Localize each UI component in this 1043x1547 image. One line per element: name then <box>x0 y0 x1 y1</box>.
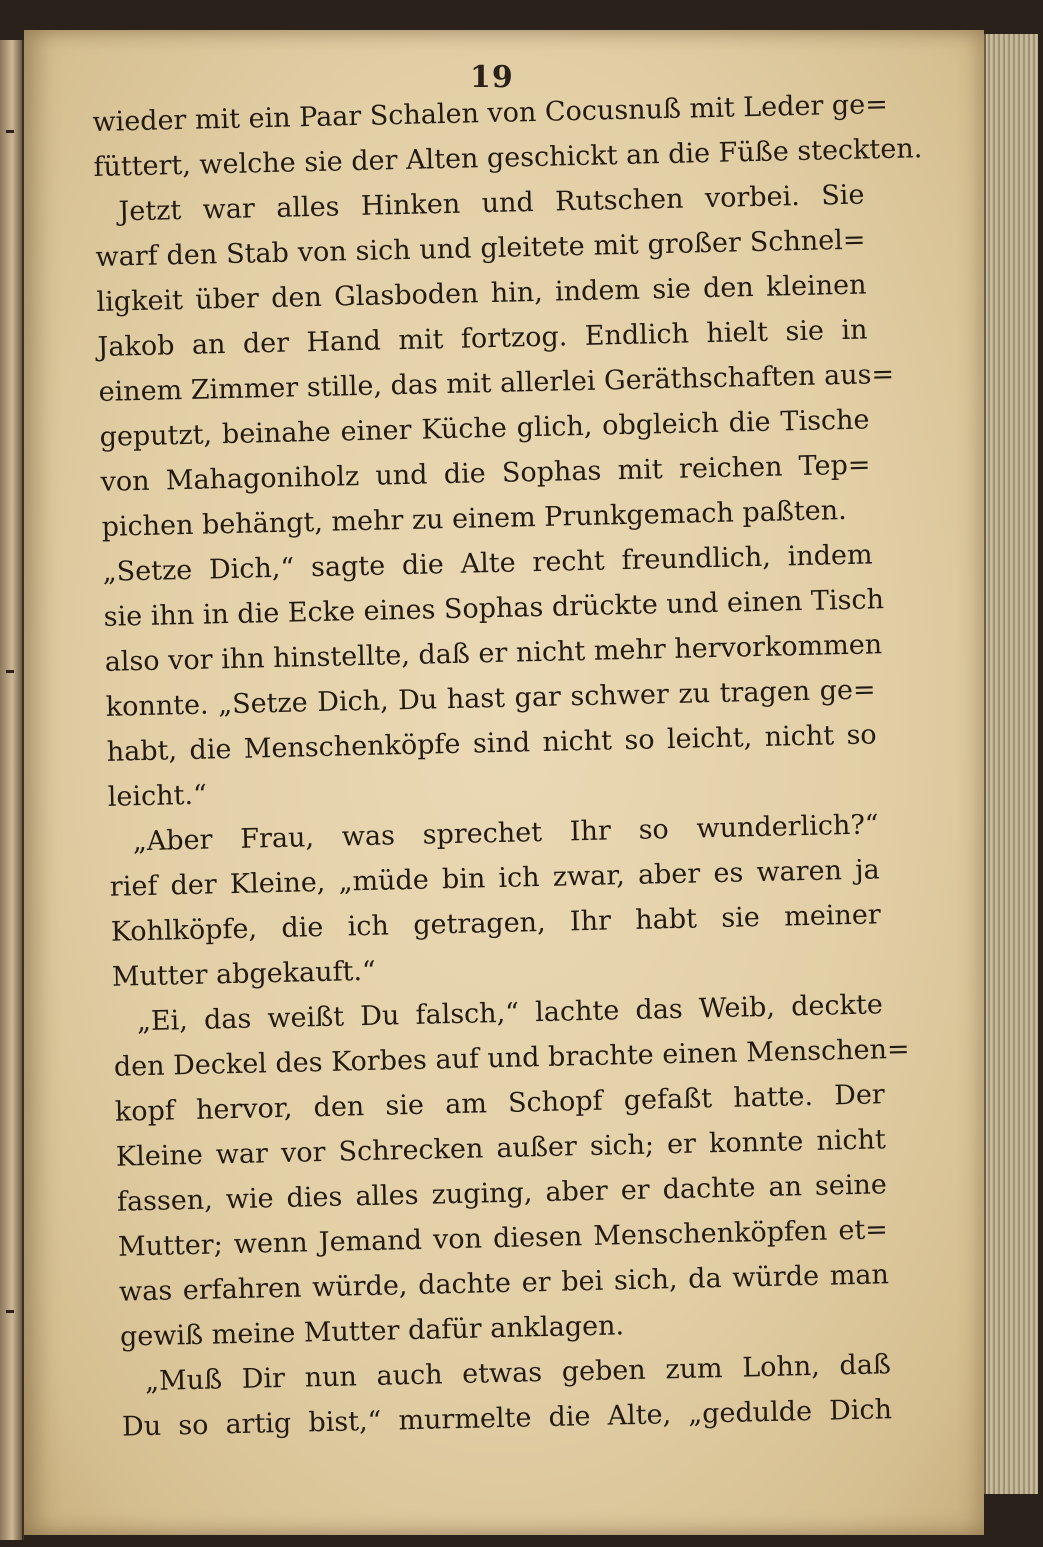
text-line: warf den Stab von sich und gleitete mit großer Schnel= <box>95 224 866 273</box>
text-line: sie ihn in die Ecke eines Sophas drückte und einen Tisch <box>103 584 885 633</box>
text-line: geputzt, beinahe einer Küche glich, obgleich die Tische <box>99 404 870 453</box>
text-line: Kohlköpfe, die ich getragen, Ihr habt sie meiner <box>110 899 882 948</box>
margin-mark <box>6 1310 14 1313</box>
page-stack-edges <box>984 34 1038 1494</box>
text-line: „Ei, das weißt Du falsch,“ lachte das Weib, deckte <box>136 989 884 1038</box>
text-line: wieder mit ein Paar Schalen von Cocusnuß mit Leder ge= <box>92 88 889 138</box>
text-line: also vor ihn hinstellte, daß er nicht mehr hervorkommen <box>104 629 883 678</box>
text-line: Jakob an der Hand mit fortzog. Endlich hielt sie in <box>97 314 868 363</box>
text-line: kopf hervor, den sie am Schopf gefaßt hatte. Der <box>114 1079 886 1128</box>
text-line: den Deckel des Korbes auf und brachte einen Menschen= <box>113 1033 910 1083</box>
text-line: rief der Kleine, „müde bin ich zwar, aber es waren ja <box>109 854 881 903</box>
text-line: von Mahagoniholz und die Sophas mit reichen Tep= <box>100 449 871 498</box>
text-line: Kleine war vor Schrecken außer sich; er konnte nicht <box>115 1124 887 1173</box>
text-line: konnte. „Setze Dich, Du hast gar schwer zu tragen ge= <box>105 674 876 723</box>
adjacent-page-edge <box>0 40 24 1540</box>
text-line: Mutter; wenn Jemand von diesen Menschenköpfen et= <box>117 1214 889 1263</box>
body-text <box>92 83 923 1450</box>
text-line: gewiß meine Mutter dafür anklagen. <box>119 1310 625 1353</box>
text-line: was erfahren würde, dachte er bei sich, da würde man <box>118 1259 890 1308</box>
text-line: pichen behängt, mehr zu einem Prunkgemach paßten. <box>101 494 847 543</box>
text-line: „Muß Dir nun auch etwas geben zum Lohn, daß <box>144 1349 892 1398</box>
text-line: Jetzt war alles Hinken und Rutschen vorbei. Sie <box>118 179 865 228</box>
text-line: Du so artig bist,“ murmelte die Alte, „gedulde Dich <box>121 1394 893 1443</box>
text-line: „Setze Dich,“ sagte die Alte recht freundlich, indem <box>102 539 873 588</box>
text-line: ligkeit über den Glasboden hin, indem sie den kleinen <box>96 269 867 318</box>
margin-mark <box>6 670 14 673</box>
text-line: füttert, welche sie der Alten geschickt an die Füße steckten. <box>93 133 923 183</box>
margin-mark <box>6 130 14 133</box>
text-line: fassen, wie dies alles zuging, aber er dachte an seine <box>116 1169 888 1218</box>
page-number: 19 <box>470 60 514 95</box>
text-line: habt, die Menschenköpfe sind nicht so leicht, nicht so <box>106 719 877 768</box>
text-line: „Aber Frau, was sprechet Ihr so wunderlich?“ <box>132 809 879 858</box>
text-line: leicht.“ <box>107 779 208 813</box>
text-line: Mutter abgekauft.“ <box>111 955 377 993</box>
text-line: einem Zimmer stille, das mit allerlei Geräthschaften aus= <box>98 358 895 408</box>
